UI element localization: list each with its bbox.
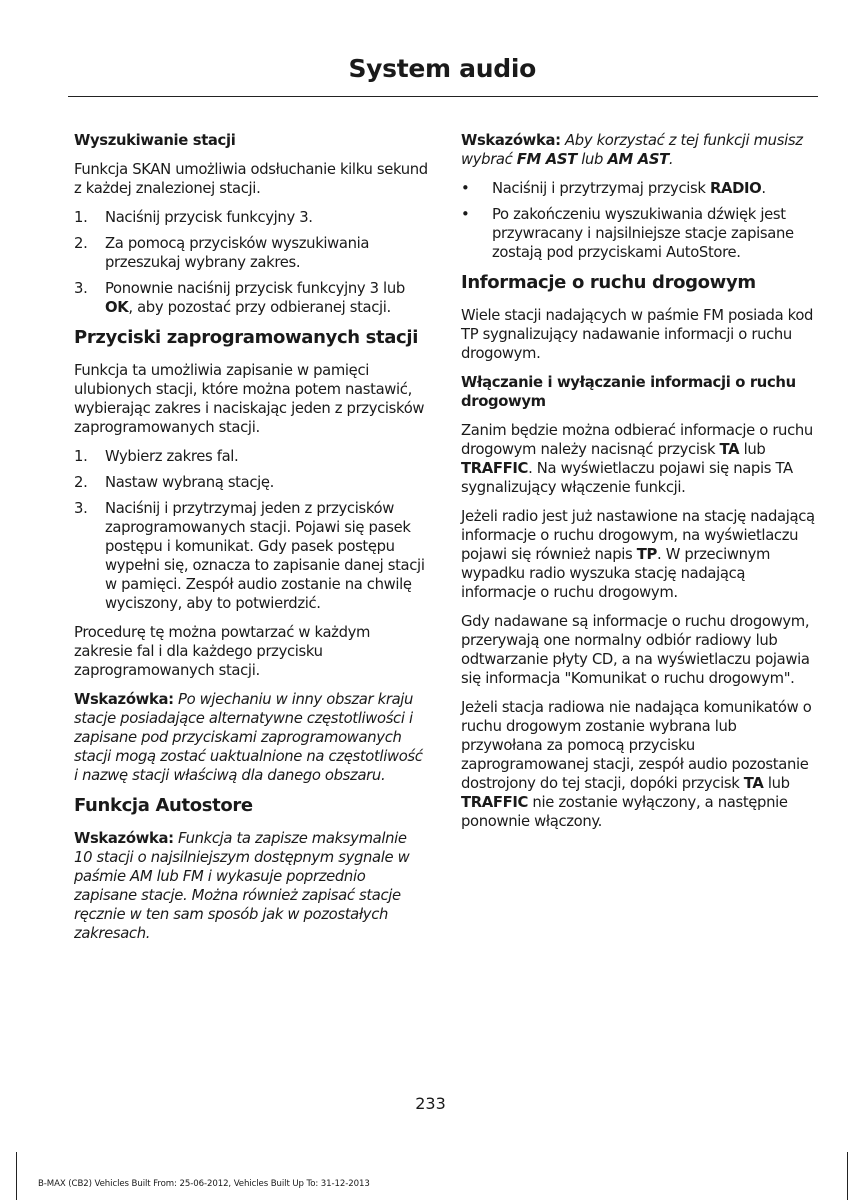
note-text: Funkcja ta zapisze maksymalnie 10 stacji o najsilniejszym dostępnym sygnale w paśmie AM lub FM i wykasuje poprzednio zapisane stacje. Można również zapisać stacje ręcznie w ten sam sposób jak w pozostałych zakresach.: [74, 830, 410, 942]
note-text: lub: [576, 151, 608, 168]
list-item: [74, 234, 429, 272]
note-text: Po wjechaniu w inny obszar kraju stacje posiadające alternatywne częstotliwości i zapisane pod przyciskami zaprogramowanych stacji mogą zostać uaktualnione na częstotliwość i nazwę stacji właściwą dla danego obszaru.: [74, 691, 423, 784]
radio-button-label: RADIO: [709, 180, 762, 197]
text-run: . Na wyświetlaczu pojawi się napis TA sygnalizujący włączenie funkcji.: [461, 460, 793, 496]
list-item-text-post: .: [761, 180, 766, 197]
paragraph-scan-intro: Funkcja SKAN umożliwia odsłuchanie kilku sekund z każdej znalezionej stacji.: [74, 161, 428, 197]
footer-vehicle-info: B-MAX (CB2) Vehicles Built From: 25-06-2012, Vehicles Built Up To: 31-12-2013: [38, 1179, 370, 1189]
list-item-text: Naciśnij przycisk funkcyjny 3.: [105, 209, 313, 226]
list-item-text: Wybierz zakres fal.: [105, 448, 239, 465]
text-run: nie zostanie wyłączony, a następnie ponownie włączony.: [461, 794, 788, 830]
ta-button-label: TA: [743, 775, 764, 792]
list-item: [74, 447, 429, 466]
section-heading-station-search: Wyszukiwanie stacji: [74, 132, 236, 149]
text-run: lub: [739, 441, 766, 458]
page-header-title: System audio: [348, 54, 536, 83]
list-number: 1.: [74, 209, 88, 226]
list-item-text: Po zakończeniu wyszukiwania dźwięk jest przywracany i najsilniejsze stacje zapisane zostają pod przyciskami AutoStore.: [492, 206, 794, 261]
list-number: 3.: [74, 500, 88, 517]
paragraph-traffic-enable: [461, 421, 816, 497]
note-autostore: [74, 829, 429, 943]
crop-mark-right: [847, 1152, 848, 1200]
list-item-text-post: , aby pozostać przy odbieranej stacji.: [128, 299, 391, 316]
fm-ast-label: FM AST: [516, 151, 577, 168]
list-number: 2.: [74, 474, 88, 491]
text-run: Jeżeli radio jest już nastawione na stację nadającą informacje o ruchu drogowym, na wyświetlaczu pojawi się również napis: [461, 508, 815, 563]
list-item: [74, 473, 429, 492]
ok-button-label: OK: [105, 299, 129, 316]
paragraph-preset-intro: Funkcja ta umożliwia zapisanie w pamięci ulubionych stacji, które można potem nastawić, wybierając zakres i naciskając jeden z przycisków zaprogramowanych stacji.: [74, 362, 425, 436]
traffic-button-label: TRAFFIC: [461, 460, 529, 477]
section-heading-traffic-info: Informacje o ruchu drogowym: [461, 272, 756, 293]
list-number: 3.: [74, 280, 88, 297]
bullet-icon: •: [461, 180, 470, 197]
paragraph-traffic-intro: Wiele stacji nadających w paśmie FM posiada kod TP sygnalizujący nadawanie informacji o ruchu drogowym.: [461, 307, 814, 362]
page-number: 233: [415, 1094, 446, 1113]
note-label: Wskazówka:: [74, 691, 174, 708]
paragraph-traffic-broadcast: Gdy nadawane są informacje o ruchu drogowym, przerywają one normalny odbiór radiowy lub odtwarzanie płyty CD, a na wyświetlaczu pojawia się informacja "Komunikat o ruchu drogowym".: [461, 613, 810, 687]
text-run: lub: [763, 775, 790, 792]
right-column: [461, 131, 816, 841]
ta-button-label: TA: [719, 441, 740, 458]
list-item: [74, 208, 429, 227]
autostore-bullet-list: [461, 179, 816, 262]
left-column: [74, 131, 429, 953]
note-autostore-mode: [461, 131, 816, 169]
am-ast-label: AM AST: [607, 151, 669, 168]
list-item-text: Za pomocą przycisków wyszukiwania przeszukaj wybrany zakres.: [105, 235, 370, 271]
tp-label: TP: [636, 546, 658, 563]
section-heading-traffic-toggle: Włączanie i wyłączanie informacji o ruchu drogowym: [461, 374, 796, 410]
list-item: [461, 205, 816, 262]
list-number: 2.: [74, 235, 88, 252]
bullet-icon: •: [461, 206, 470, 223]
list-item-text: Nastaw wybraną stację.: [105, 474, 275, 491]
traffic-button-label: TRAFFIC: [461, 794, 529, 811]
list-number: 1.: [74, 448, 88, 465]
section-heading-autostore: Funkcja Autostore: [74, 795, 253, 816]
list-item-text-pre: Ponownie naciśnij przycisk funkcyjny 3 lub: [105, 280, 405, 297]
text-run: . W przeciwnym wypadku radio wyszuka stację nadającą informacje o ruchu drogowym.: [461, 546, 771, 601]
paragraph-traffic-tp: [461, 507, 816, 602]
list-item: [461, 179, 816, 198]
list-item: [74, 499, 429, 613]
note-label: Wskazówka:: [461, 132, 561, 149]
note-label: Wskazówka:: [74, 830, 174, 847]
note-alternative-frequencies: [74, 690, 429, 785]
section-heading-preset-buttons: Przyciski zaprogramowanych stacji: [74, 327, 419, 348]
paragraph-traffic-non-tp-station: [461, 698, 816, 831]
crop-mark-left: [16, 1152, 17, 1200]
text-run: Jeżeli stacja radiowa nie nadająca komunikatów o ruchu drogowym zostanie wybrana lub przywołana za pomocą przycisku zaprogramowanej stacji, zespół audio pozostanie dostrojony do tej stacji, dopóki przycisk: [461, 699, 812, 792]
preset-steps-list: [74, 447, 429, 613]
text-run: Zanim będzie można odbierać informacje o ruchu drogowym należy nacisnąć przycisk: [461, 422, 813, 458]
note-text: .: [668, 151, 674, 168]
list-item-text-pre: Naciśnij i przytrzymaj przycisk: [492, 180, 710, 197]
header-divider: [68, 96, 818, 97]
search-steps-list: [74, 208, 429, 317]
list-item-text: Naciśnij i przytrzymaj jeden z przycisków zaprogramowanych stacji. Pojawi się pasek postępu i komunikat. Gdy pasek postępu wypełni się, oznacza to zapisanie danej stacji w pamięci. Zespół audio zostanie na chwilę wyciszony, aby to potwierdzić.: [105, 500, 425, 612]
list-item: [74, 279, 429, 317]
paragraph-preset-repeat: Procedurę tę można powtarzać w każdym zakresie fal i dla każdego przycisku zaprogramowanych stacji.: [74, 624, 371, 679]
note-text: Aby korzystać z tej funkcji musisz wybrać: [461, 132, 803, 168]
